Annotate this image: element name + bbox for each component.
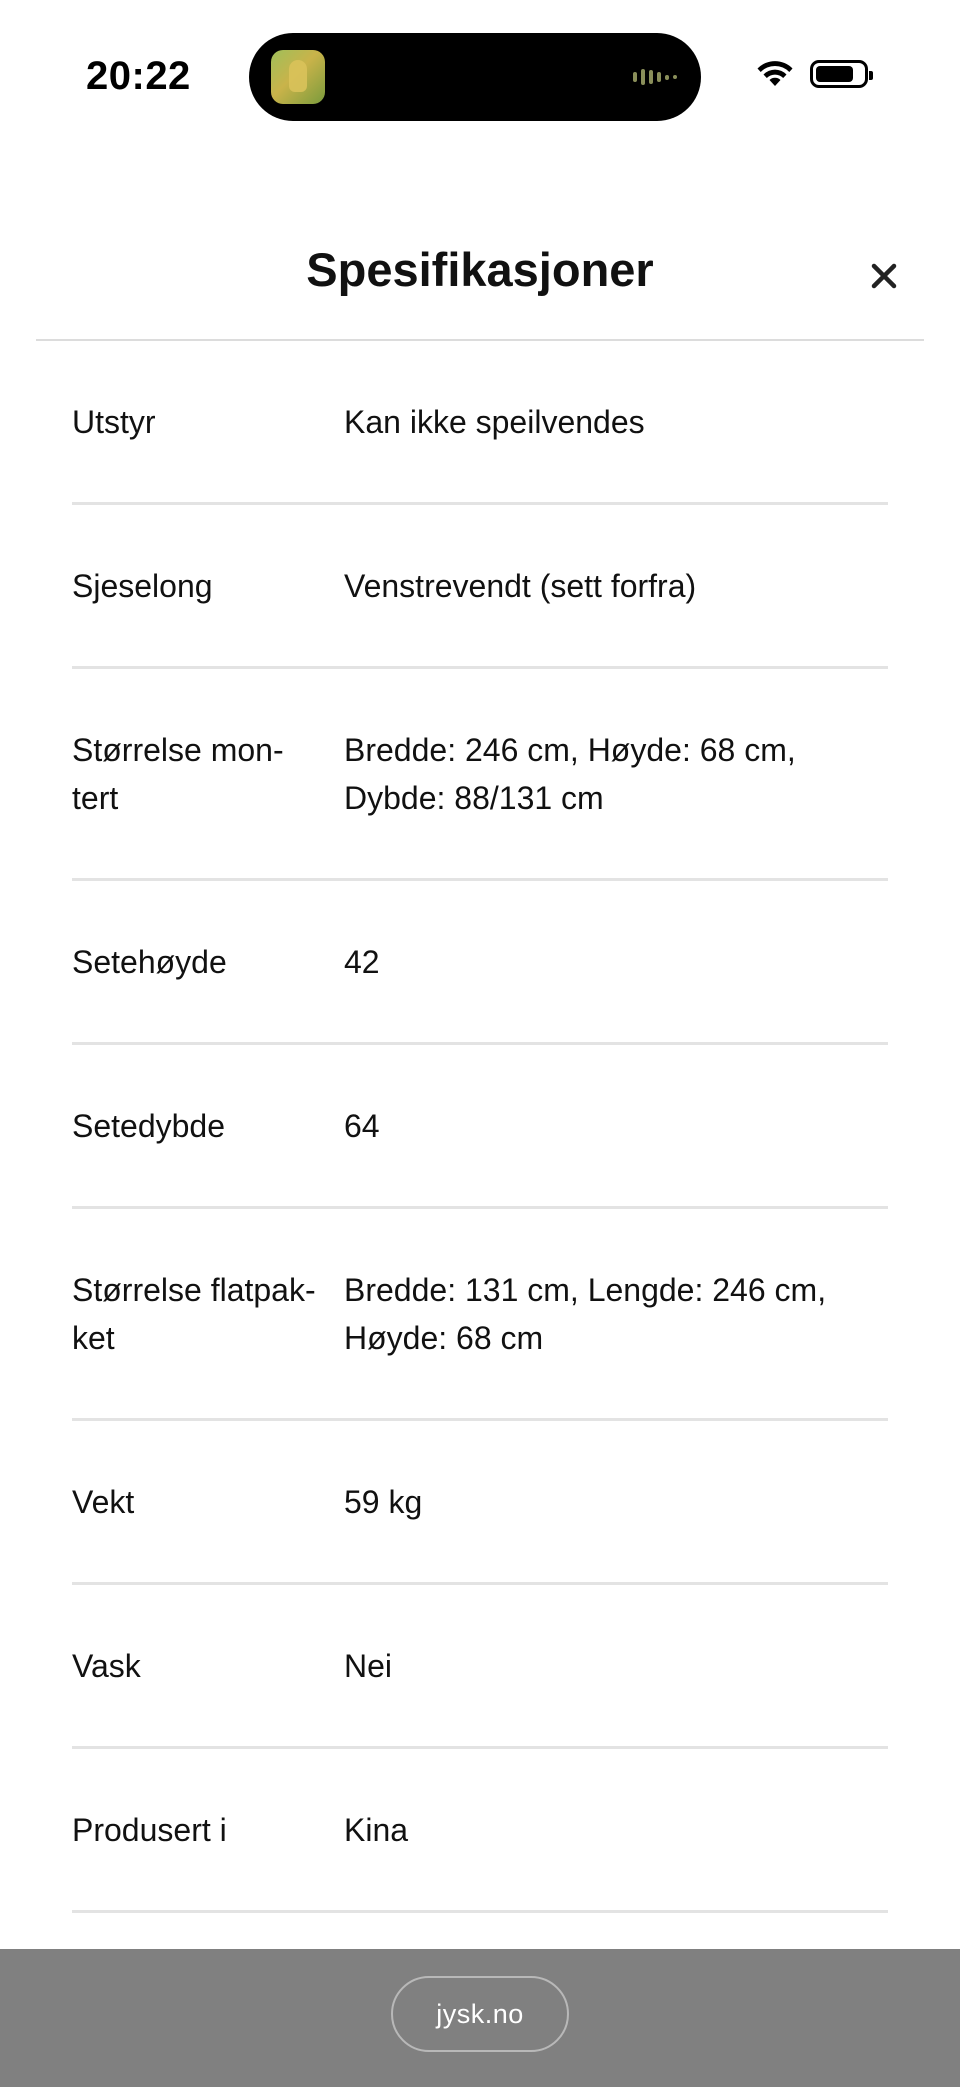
- spec-label: Vekt: [72, 1483, 135, 1520]
- spec-label: Sjeselong: [72, 567, 213, 604]
- close-icon: [870, 262, 898, 290]
- spec-value: Venstrevendt (sett forfra): [344, 567, 697, 604]
- spec-row-vekt: [72, 1421, 888, 1585]
- spec-row-storrelse-flatpakket: [72, 1209, 888, 1421]
- spec-value: 59 kg: [344, 1483, 423, 1520]
- spec-label: Setedybde: [72, 1107, 226, 1144]
- spec-value: 42: [344, 943, 380, 980]
- spec-list: [72, 341, 888, 1913]
- spec-row-produsert-i: [72, 1749, 888, 1913]
- spec-value: 64: [344, 1107, 380, 1144]
- spec-value: Kan ikke speilvendes: [344, 403, 645, 440]
- status-icons: [756, 60, 868, 88]
- spec-label: Utstyr: [72, 403, 156, 440]
- spec-value: Nei: [344, 1647, 393, 1684]
- spec-label: Setehøyde: [72, 943, 227, 980]
- close-button[interactable]: [864, 256, 904, 296]
- spec-value: Bredde: 131 cm, Lengde: 246 cm, Høyde: 68 cm: [344, 1271, 827, 1356]
- spec-label: Størrelse mon- tert: [72, 731, 284, 816]
- spec-row-setedybde: [72, 1045, 888, 1209]
- spec-label: Størrelse flatpak- ket: [72, 1271, 316, 1356]
- url-bar[interactable]: jysk.no: [391, 1976, 569, 2052]
- spec-label: Produsert i: [72, 1811, 227, 1848]
- wifi-icon: [756, 60, 794, 88]
- status-bar: [0, 0, 960, 150]
- modal-header: [36, 200, 924, 341]
- spec-row-sjeselong: [72, 505, 888, 669]
- spec-row-utstyr: [72, 341, 888, 505]
- audio-waveform-icon: [633, 68, 677, 86]
- browser-bottom-bar: [0, 1949, 960, 2087]
- now-playing-artwork[interactable]: [271, 50, 325, 104]
- spec-value: Bredde: 246 cm, Høyde: 68 cm, Dybde: 88/131 cm: [344, 731, 796, 816]
- spec-label: Vask: [72, 1647, 141, 1684]
- page-title: Spesifikasjoner: [306, 243, 654, 296]
- battery-icon: [810, 60, 868, 88]
- status-time: 20:22: [86, 54, 191, 98]
- dynamic-island[interactable]: [249, 33, 701, 121]
- spec-row-setehoyde: [72, 881, 888, 1045]
- spec-row-vask: [72, 1585, 888, 1749]
- spec-row-storrelse-montert: [72, 669, 888, 881]
- spec-value: Kina: [344, 1811, 409, 1848]
